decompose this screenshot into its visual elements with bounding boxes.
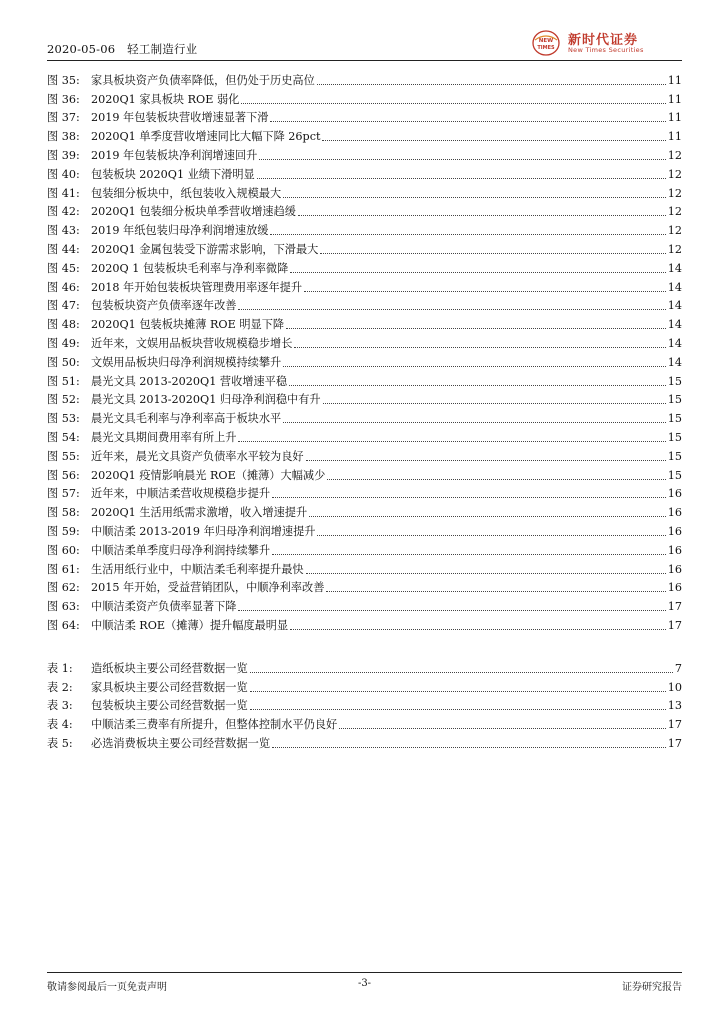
entry-page-number: 14 xyxy=(667,261,682,275)
entry-title: 2020Q1 家具板块 ROE 弱化 xyxy=(91,92,240,106)
dot-leader xyxy=(272,747,666,748)
entry-title: 包装板块 2020Q1 业绩下滑明显 xyxy=(91,167,255,181)
entry-title: 2020Q1 金属包装受下游需求影响，下滑最大 xyxy=(91,242,319,256)
dot-leader xyxy=(290,272,665,273)
figure-toc-entry[interactable] xyxy=(47,201,682,220)
dot-leader xyxy=(326,591,665,592)
entry-title: 必选消费板块主要公司经营数据一览 xyxy=(91,736,271,750)
brand-name-cn: 新时代证券 xyxy=(568,33,639,48)
figure-toc-entry[interactable] xyxy=(47,464,682,483)
entry-label: 图 50: xyxy=(47,355,80,369)
entry-page-number: 15 xyxy=(667,393,682,407)
dot-leader xyxy=(250,709,666,710)
figure-toc-entry[interactable] xyxy=(47,577,682,596)
entry-title: 中顺洁柔资产负债率显著下降 xyxy=(91,600,237,614)
page-header xyxy=(47,28,682,61)
entry-title: 2020Q1 生活用纸需求激增，收入增速提升 xyxy=(91,506,308,520)
entry-page-number: 7 xyxy=(674,661,682,675)
dot-leader xyxy=(241,103,665,104)
entry-title: 晨光文具毛利率与净利率高于板块水平 xyxy=(91,412,282,426)
entry-label: 图 61: xyxy=(47,562,80,576)
dot-leader xyxy=(283,197,666,198)
page-number: -3- xyxy=(357,978,372,989)
table-toc-entry[interactable] xyxy=(47,732,682,751)
entry-title: 包装板块资产负债率逐年改善 xyxy=(91,299,237,313)
entry-title: 晨光文具 2013-2020Q1 营收增速平稳 xyxy=(91,374,288,388)
entry-page-number: 14 xyxy=(667,355,682,369)
entry-page-number: 11 xyxy=(667,73,682,87)
entry-page-number: 16 xyxy=(667,543,682,557)
figures-index xyxy=(47,69,682,633)
dot-leader xyxy=(290,629,666,630)
dot-leader xyxy=(238,610,665,611)
entry-title: 2019 年纸包装归母净利润增速放缓 xyxy=(91,224,269,238)
entry-label: 表 3: xyxy=(47,699,73,713)
table-toc-entry[interactable] xyxy=(47,713,682,732)
entry-label: 图 58: xyxy=(47,506,80,520)
dot-leader xyxy=(298,215,666,216)
figure-toc-entry[interactable] xyxy=(47,313,682,332)
entry-page-number: 12 xyxy=(667,167,682,181)
entry-label: 图 41: xyxy=(47,186,80,200)
entry-title: 文娱用品板块归母净利润规模持续攀升 xyxy=(91,355,282,369)
brand-logo xyxy=(532,28,682,58)
entry-label: 图 43: xyxy=(47,224,80,238)
figure-toc-entry[interactable] xyxy=(47,445,682,464)
page-footer xyxy=(47,972,682,993)
entry-title: 2020Q1 单季度营收增速同比大幅下降 26pct xyxy=(91,130,321,144)
dot-leader xyxy=(272,497,666,498)
entry-title: 2020Q1 包装细分板块单季营收增速趋缓 xyxy=(91,205,296,219)
entry-page-number: 16 xyxy=(667,581,682,595)
entry-label: 图 36: xyxy=(47,92,80,106)
entry-title: 造纸板块主要公司经营数据一览 xyxy=(91,661,248,675)
entry-label: 表 2: xyxy=(47,680,73,694)
dot-leader xyxy=(323,403,666,404)
table-toc-entry[interactable] xyxy=(47,695,682,714)
entry-page-number: 17 xyxy=(667,618,682,632)
figure-toc-entry[interactable] xyxy=(47,426,682,445)
entry-page-number: 15 xyxy=(667,468,682,482)
entry-title: 晨光文具期间费用率有所上升 xyxy=(91,430,237,444)
entry-title: 晨光文具 2013-2020Q1 归母净利润稳中有升 xyxy=(91,393,321,407)
dot-leader xyxy=(322,140,665,141)
entry-title: 近年来，文娱用品板块营收规模稳步增长 xyxy=(91,336,293,350)
dot-leader xyxy=(270,234,665,235)
disclaimer-note: 敬请参阅最后一页免责声明 xyxy=(47,982,167,993)
svg-text:TIMES: TIMES xyxy=(537,45,555,51)
dot-leader xyxy=(289,385,666,386)
figure-toc-entry[interactable] xyxy=(47,389,682,408)
entry-label: 图 38: xyxy=(47,130,80,144)
entry-title: 2020Q 1 包装板块毛利率与净利率微降 xyxy=(91,261,289,275)
dot-leader xyxy=(306,573,666,574)
figure-toc-entry[interactable] xyxy=(47,595,682,614)
dot-leader xyxy=(238,441,665,442)
entry-label: 图 35: xyxy=(47,73,80,87)
figure-toc-entry[interactable] xyxy=(47,520,682,539)
entry-page-number: 10 xyxy=(667,680,682,694)
entry-label: 表 4: xyxy=(47,718,73,732)
dot-leader xyxy=(257,178,666,179)
entry-title: 中顺洁柔 ROE（摊薄）提升幅度最明显 xyxy=(91,618,289,632)
entry-title: 2018 年开始包装板块管理费用率逐年提升 xyxy=(91,280,303,294)
entry-page-number: 12 xyxy=(667,148,682,162)
dot-leader xyxy=(238,309,665,310)
dot-leader xyxy=(339,728,666,729)
figure-toc-entry[interactable] xyxy=(47,501,682,520)
dot-leader xyxy=(270,121,665,122)
entry-page-number: 14 xyxy=(667,336,682,350)
figure-toc-entry[interactable] xyxy=(47,370,682,389)
entry-page-number: 11 xyxy=(667,92,682,106)
entry-page-number: 16 xyxy=(667,506,682,520)
entry-label: 图 52: xyxy=(47,393,80,407)
entry-label: 图 47: xyxy=(47,299,80,313)
dot-leader xyxy=(259,159,665,160)
figure-toc-entry[interactable] xyxy=(47,125,682,144)
entry-label: 图 54: xyxy=(47,430,80,444)
entry-page-number: 15 xyxy=(667,449,682,463)
entry-page-number: 11 xyxy=(667,111,682,125)
svg-text:NEW: NEW xyxy=(538,38,554,44)
entry-page-number: 16 xyxy=(667,562,682,576)
figure-toc-entry[interactable] xyxy=(47,407,682,426)
table-toc-entry[interactable] xyxy=(47,657,682,676)
entry-label: 图 51: xyxy=(47,374,80,388)
figure-toc-entry[interactable] xyxy=(47,144,682,163)
entry-label: 图 63: xyxy=(47,600,80,614)
entry-label: 图 53: xyxy=(47,412,80,426)
entry-page-number: 14 xyxy=(667,299,682,313)
entry-label: 图 56: xyxy=(47,468,80,482)
entry-title: 近年来，晨光文具资产负债率水平较为良好 xyxy=(91,449,304,463)
entry-page-number: 15 xyxy=(667,412,682,426)
entry-label: 图 48: xyxy=(47,318,80,332)
dot-leader xyxy=(317,84,666,85)
entry-label: 图 49: xyxy=(47,336,80,350)
table-toc-entry[interactable] xyxy=(47,676,682,695)
entry-page-number: 12 xyxy=(667,224,682,238)
figure-toc-entry[interactable] xyxy=(47,614,682,633)
entry-title: 近年来，中顺洁柔营收规模稳步提升 xyxy=(91,487,271,501)
entry-page-number: 15 xyxy=(667,430,682,444)
figure-toc-entry[interactable] xyxy=(47,539,682,558)
entry-title: 家具板块主要公司经营数据一览 xyxy=(91,680,248,694)
entry-page-number: 14 xyxy=(667,280,682,294)
dot-leader xyxy=(320,253,665,254)
figure-toc-entry[interactable] xyxy=(47,219,682,238)
dot-leader xyxy=(250,672,673,673)
figure-toc-entry[interactable] xyxy=(47,295,682,314)
dot-leader xyxy=(327,479,665,480)
entry-title: 中顺洁柔单季度归母净利润持续攀升 xyxy=(91,543,271,557)
entry-label: 图 45: xyxy=(47,261,80,275)
dot-leader xyxy=(309,516,666,517)
entry-title: 2020Q1 包装板块摊薄 ROE 明显下降 xyxy=(91,318,285,332)
entry-label: 图 44: xyxy=(47,242,80,256)
dot-leader xyxy=(304,291,666,292)
entry-title: 包装板块主要公司经营数据一览 xyxy=(91,699,248,713)
entry-page-number: 14 xyxy=(667,318,682,332)
entry-label: 表 5: xyxy=(47,736,73,750)
entry-label: 图 40: xyxy=(47,167,80,181)
entry-title: 包装细分板块中，纸包装收入规模最大 xyxy=(91,186,282,200)
entry-label: 图 37: xyxy=(47,111,80,125)
brand-name-en: New Times Securities xyxy=(568,46,644,54)
figure-toc-entry[interactable] xyxy=(47,107,682,126)
figure-toc-entry[interactable] xyxy=(47,238,682,257)
report-type: 证券研究报告 xyxy=(622,982,682,993)
figure-toc-entry[interactable] xyxy=(47,182,682,201)
dot-leader xyxy=(283,366,666,367)
figure-toc-entry[interactable] xyxy=(47,257,682,276)
entry-page-number: 15 xyxy=(667,374,682,388)
dot-leader xyxy=(250,691,666,692)
entry-page-number: 13 xyxy=(667,699,682,713)
new-times-logo-icon xyxy=(532,30,560,56)
dot-leader xyxy=(294,347,665,348)
entry-label: 表 1: xyxy=(47,661,73,675)
entry-page-number: 12 xyxy=(667,186,682,200)
entry-title: 生活用纸行业中，中顺洁柔毛利率提升最快 xyxy=(91,562,304,576)
entry-label: 图 39: xyxy=(47,148,80,162)
figure-toc-entry[interactable] xyxy=(47,88,682,107)
report-date: 2020-05-06 xyxy=(47,42,116,56)
entry-label: 图 59: xyxy=(47,524,80,538)
dot-leader xyxy=(286,328,666,329)
figure-toc-entry[interactable] xyxy=(47,332,682,351)
entry-page-number: 17 xyxy=(667,600,682,614)
figure-toc-entry[interactable] xyxy=(47,163,682,182)
entry-page-number: 17 xyxy=(667,736,682,750)
entry-label: 图 42: xyxy=(47,205,80,219)
entry-title: 2019 年包装板块营收增速显著下滑 xyxy=(91,111,269,125)
figure-toc-entry[interactable] xyxy=(47,69,682,88)
entry-page-number: 17 xyxy=(667,718,682,732)
tables-index xyxy=(47,657,682,751)
entry-title: 中顺洁柔三费率有所提升，但整体控制水平仍良好 xyxy=(91,718,338,732)
figure-toc-entry[interactable] xyxy=(47,558,682,577)
entry-label: 图 62: xyxy=(47,581,80,595)
entry-title: 2019 年包装板块净利润增速回升 xyxy=(91,148,258,162)
entry-title: 家具板块资产负债率降低，但仍处于历史高位 xyxy=(91,73,315,87)
figure-toc-entry[interactable] xyxy=(47,276,682,295)
dot-leader xyxy=(283,422,666,423)
dot-leader xyxy=(272,554,666,555)
entry-page-number: 16 xyxy=(667,487,682,501)
entry-page-number: 11 xyxy=(667,130,682,144)
entry-label: 图 46: xyxy=(47,280,80,294)
entry-page-number: 12 xyxy=(667,242,682,256)
figure-toc-entry[interactable] xyxy=(47,483,682,502)
entry-title: 2020Q1 疫情影响晨光 ROE（摊薄）大幅减少 xyxy=(91,468,326,482)
entry-label: 图 55: xyxy=(47,449,80,463)
header-info xyxy=(47,41,205,57)
entry-title: 2015 年开始，受益营销团队，中顺净利率改善 xyxy=(91,581,325,595)
entry-label: 图 60: xyxy=(47,543,80,557)
entry-page-number: 12 xyxy=(667,205,682,219)
industry-name: 轻工制造行业 xyxy=(127,42,198,56)
entry-label: 图 64: xyxy=(47,618,80,632)
entry-label: 图 57: xyxy=(47,487,80,501)
entry-page-number: 16 xyxy=(667,524,682,538)
dot-leader xyxy=(306,460,666,461)
figure-toc-entry[interactable] xyxy=(47,351,682,370)
dot-leader xyxy=(317,535,665,536)
entry-title: 中顺洁柔 2013-2019 年归母净利润增速提升 xyxy=(91,524,316,538)
